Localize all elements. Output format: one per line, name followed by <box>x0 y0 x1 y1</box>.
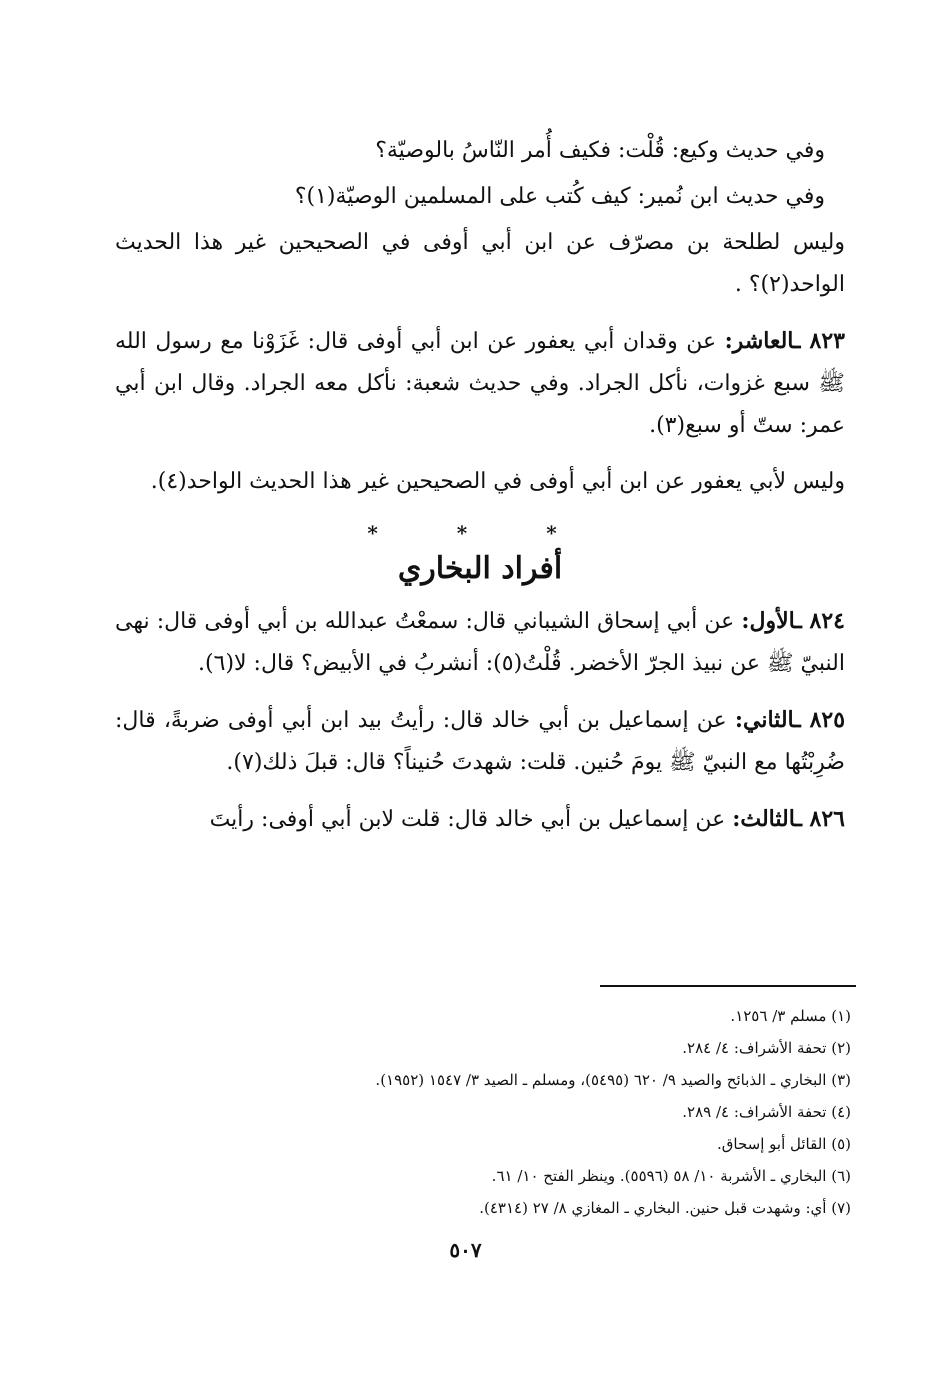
hadith-label: الثاني: <box>734 707 795 733</box>
hadith-text: عن إسماعيل بن أبي خالد قال: قلت لابن أبي أوفى: رأيتَ <box>209 807 726 832</box>
paragraph-ibn-numair: وفي حديث ابن نُمير: كيف كُتب على المسلمين الوصيّة(١)؟ <box>294 184 825 209</box>
hadith-number: ٨٢٤ ـ <box>795 608 845 634</box>
hadith-label: الأول: <box>741 608 796 634</box>
section-divider-stars: * * * <box>367 521 593 545</box>
footnote-7: (٧) أي: وشهدت قبل حنين. البخاري ـ المغازي ٨/ ٢٧ (٤٣١٤). <box>479 1199 851 1217</box>
hadith-number: ٨٢٣ ـ <box>793 328 845 354</box>
footnote-2: (٢) تحفة الأشراف: ٤/ ٢٨٤. <box>682 1039 851 1057</box>
hadith-number: ٨٢٦ ـ <box>795 806 845 832</box>
footnote-4: (٤) تحفة الأشراف: ٤/ ٢٨٩. <box>682 1103 851 1121</box>
hadith-824 <box>115 600 845 685</box>
hadith-text: عن وقدان أبي يعفور عن ابن أبي أوفى قال: غَزَوْنا مع رسول الله ﷺ سبع غزوات، نأكل الجراد. وفي حديث شعبة: نأكل معه الجراد. وقال ابن أبي عمر: ستّ أو سبع(٣). <box>115 329 845 438</box>
hadith-text: عن أبي إسحاق الشيباني قال: سمعْتُ عبدالله بن أبي أوفى قال: نهى النبيّ ﷺ عن نبيذ الجرّ الأخضر. قُلْتُ(٥): أنشربُ في الأبيض؟ قال: لا(٦). <box>115 609 845 676</box>
footnote-separator <box>600 985 856 987</box>
hadith-label: العاشر: <box>724 328 794 354</box>
hadith-label: الثالث: <box>732 806 796 832</box>
hadith-823 <box>115 320 845 447</box>
footnote-5: (٥) القائل أبو إسحاق. <box>717 1135 851 1153</box>
footnotes <box>91 1000 851 1224</box>
page-body <box>115 130 845 855</box>
hadith-825 <box>115 699 845 784</box>
page-number: ٥٠٧ <box>449 1238 482 1262</box>
footnote-1: (١) مسلم ٣/ ١٢٥٦. <box>730 1007 851 1025</box>
footnote-3: (٣) البخاري ـ الذبائح والصيد ٩/ ٦٢٠ (٥٤٩٥)، ومسلم ـ الصيد ٣/ ١٥٤٧ (١٩٥٢). <box>375 1071 851 1089</box>
section-title: أفراد البخاري <box>397 551 563 586</box>
paragraph-abu-yafur-note: وليس لأبي يعفور عن ابن أبي أوفى في الصحيحين غير هذا الحديث الواحد(٤). <box>150 469 845 494</box>
hadith-826 <box>115 798 845 841</box>
paragraph-talha-note: وليس لطلحة بن مصرّف عن ابن أبي أوفى في الصحيحين غير هذا الحديث الواحد(٢)؟ . <box>115 230 845 297</box>
hadith-number: ٨٢٥ ـ <box>794 707 846 733</box>
paragraph-wakee: وفي حديث وكيع: قُلْت: فكيف أُمر النّاسُ بالوصيّة؟ <box>375 138 825 163</box>
hadith-text: عن إسماعيل بن أبي خالد قال: رأيتُ بيد ابن أبي أوفى ضربةً، قال: ضُرِبْتُها مع النبيّ ﷺ يومَ حُنين. قلت: شهدتَ حُنيناً؟ قال: قبلَ ذلك(٧). <box>115 708 845 775</box>
footnote-6: (٦) البخاري ـ الأشربة ١٠/ ٥٨ (٥٥٩٦). وينظر الفتح ١٠/ ٦١. <box>491 1167 851 1185</box>
